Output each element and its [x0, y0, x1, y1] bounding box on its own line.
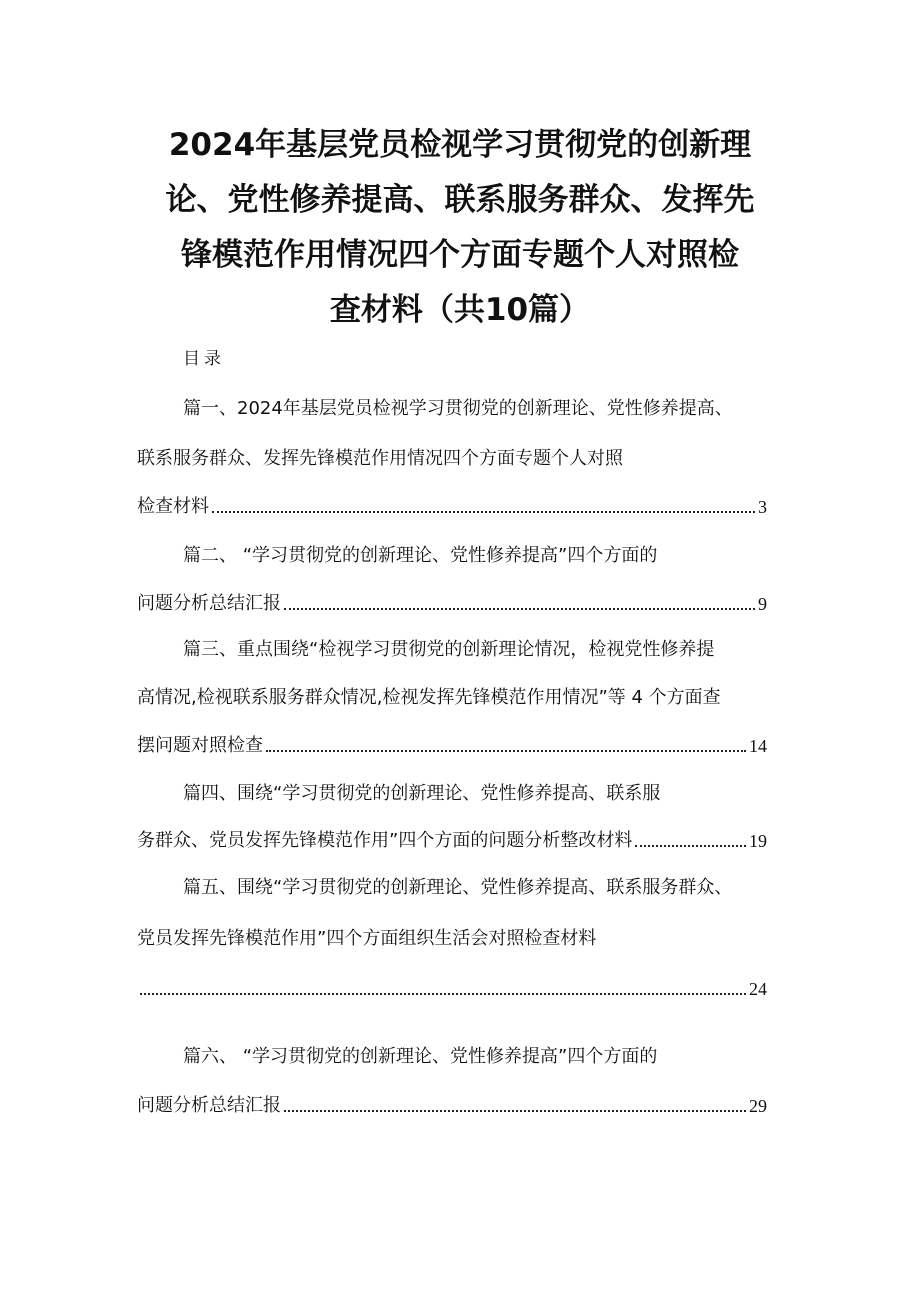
dot-leader [266, 749, 746, 752]
toc-entry-6-leader[interactable] [137, 1094, 767, 1118]
toc-entry-3-line-1[interactable]: 篇三、重点围绕“检视学习贯彻党的创新理论情况，检视党性修养提 [183, 639, 715, 660]
toc-entry-3-leader[interactable] [137, 734, 767, 758]
title-line-1: 2024年基层党员检视学习贯彻党的创新理 [168, 127, 752, 163]
toc-entry-5-page: 24 [749, 979, 767, 999]
toc-entry-1-last: 检查材料 [137, 496, 209, 517]
dot-leader [140, 992, 746, 995]
toc-entry-6-last: 问题分析总结汇报 [137, 1095, 281, 1116]
title-line-3: 锋模范作用情况四个方面专题个人对照检 [181, 237, 739, 273]
toc-entry-3-line-2[interactable]: 高情况,检视联系服务群众情况,检视发挥先锋模范作用情况”等 4 个方面查 [137, 687, 721, 708]
dot-leader [212, 510, 755, 513]
toc-entry-6-line-1[interactable]: 篇六、 “学习贯彻党的创新理论、党性修养提高”四个方面的 [183, 1046, 658, 1067]
toc-entry-6-page: 29 [749, 1096, 767, 1116]
toc-entry-2-leader[interactable] [137, 592, 767, 616]
toc-entry-4-leader[interactable] [137, 829, 767, 853]
toc-entry-5-line-1[interactable]: 篇五、围绕“学习贯彻党的创新理论、党性修养提高、联系服务群众、 [183, 877, 733, 898]
title-line-4: 查材料（共10篇） [329, 292, 591, 328]
toc-entry-4-last: 务群众、党员发挥先锋模范作用”四个方面的问题分析整改材料 [137, 830, 633, 851]
toc-entry-5-leader[interactable] [137, 977, 767, 1001]
toc-entry-3-page: 14 [749, 736, 767, 756]
toc-entry-1-line-2[interactable]: 联系服务群众、发挥先锋模范作用情况四个方面专题个人对照 [137, 448, 623, 469]
toc-entry-1-leader[interactable] [137, 495, 767, 519]
toc-entry-1-page: 3 [758, 497, 767, 517]
toc-entry-1-line-1[interactable]: 篇一、2024年基层党员检视学习贯彻党的创新理论、党性修养提高、 [183, 398, 733, 419]
toc-entry-4-line-1[interactable]: 篇四、围绕“学习贯彻党的创新理论、党性修养提高、联系服 [183, 783, 661, 804]
toc-entry-3-last: 摆问题对照检查 [137, 735, 263, 756]
title-line-2: 论、党性修养提高、联系服务群众、发挥先 [165, 182, 755, 218]
dot-leader [284, 607, 755, 610]
toc-entry-2-last: 问题分析总结汇报 [137, 593, 281, 614]
toc-entry-5-line-2[interactable]: 党员发挥先锋模范作用”四个方面组织生活会对照检查材料 [137, 928, 597, 949]
dot-leader [635, 844, 746, 847]
toc-entry-2-line-1[interactable]: 篇二、 “学习贯彻党的创新理论、党性修养提高”四个方面的 [183, 545, 658, 566]
document-title [150, 118, 770, 338]
toc-entry-4-page: 19 [749, 831, 767, 851]
toc-entry-2-page: 9 [758, 594, 767, 614]
dot-leader [284, 1109, 746, 1112]
toc-heading: 目录 [183, 349, 225, 369]
